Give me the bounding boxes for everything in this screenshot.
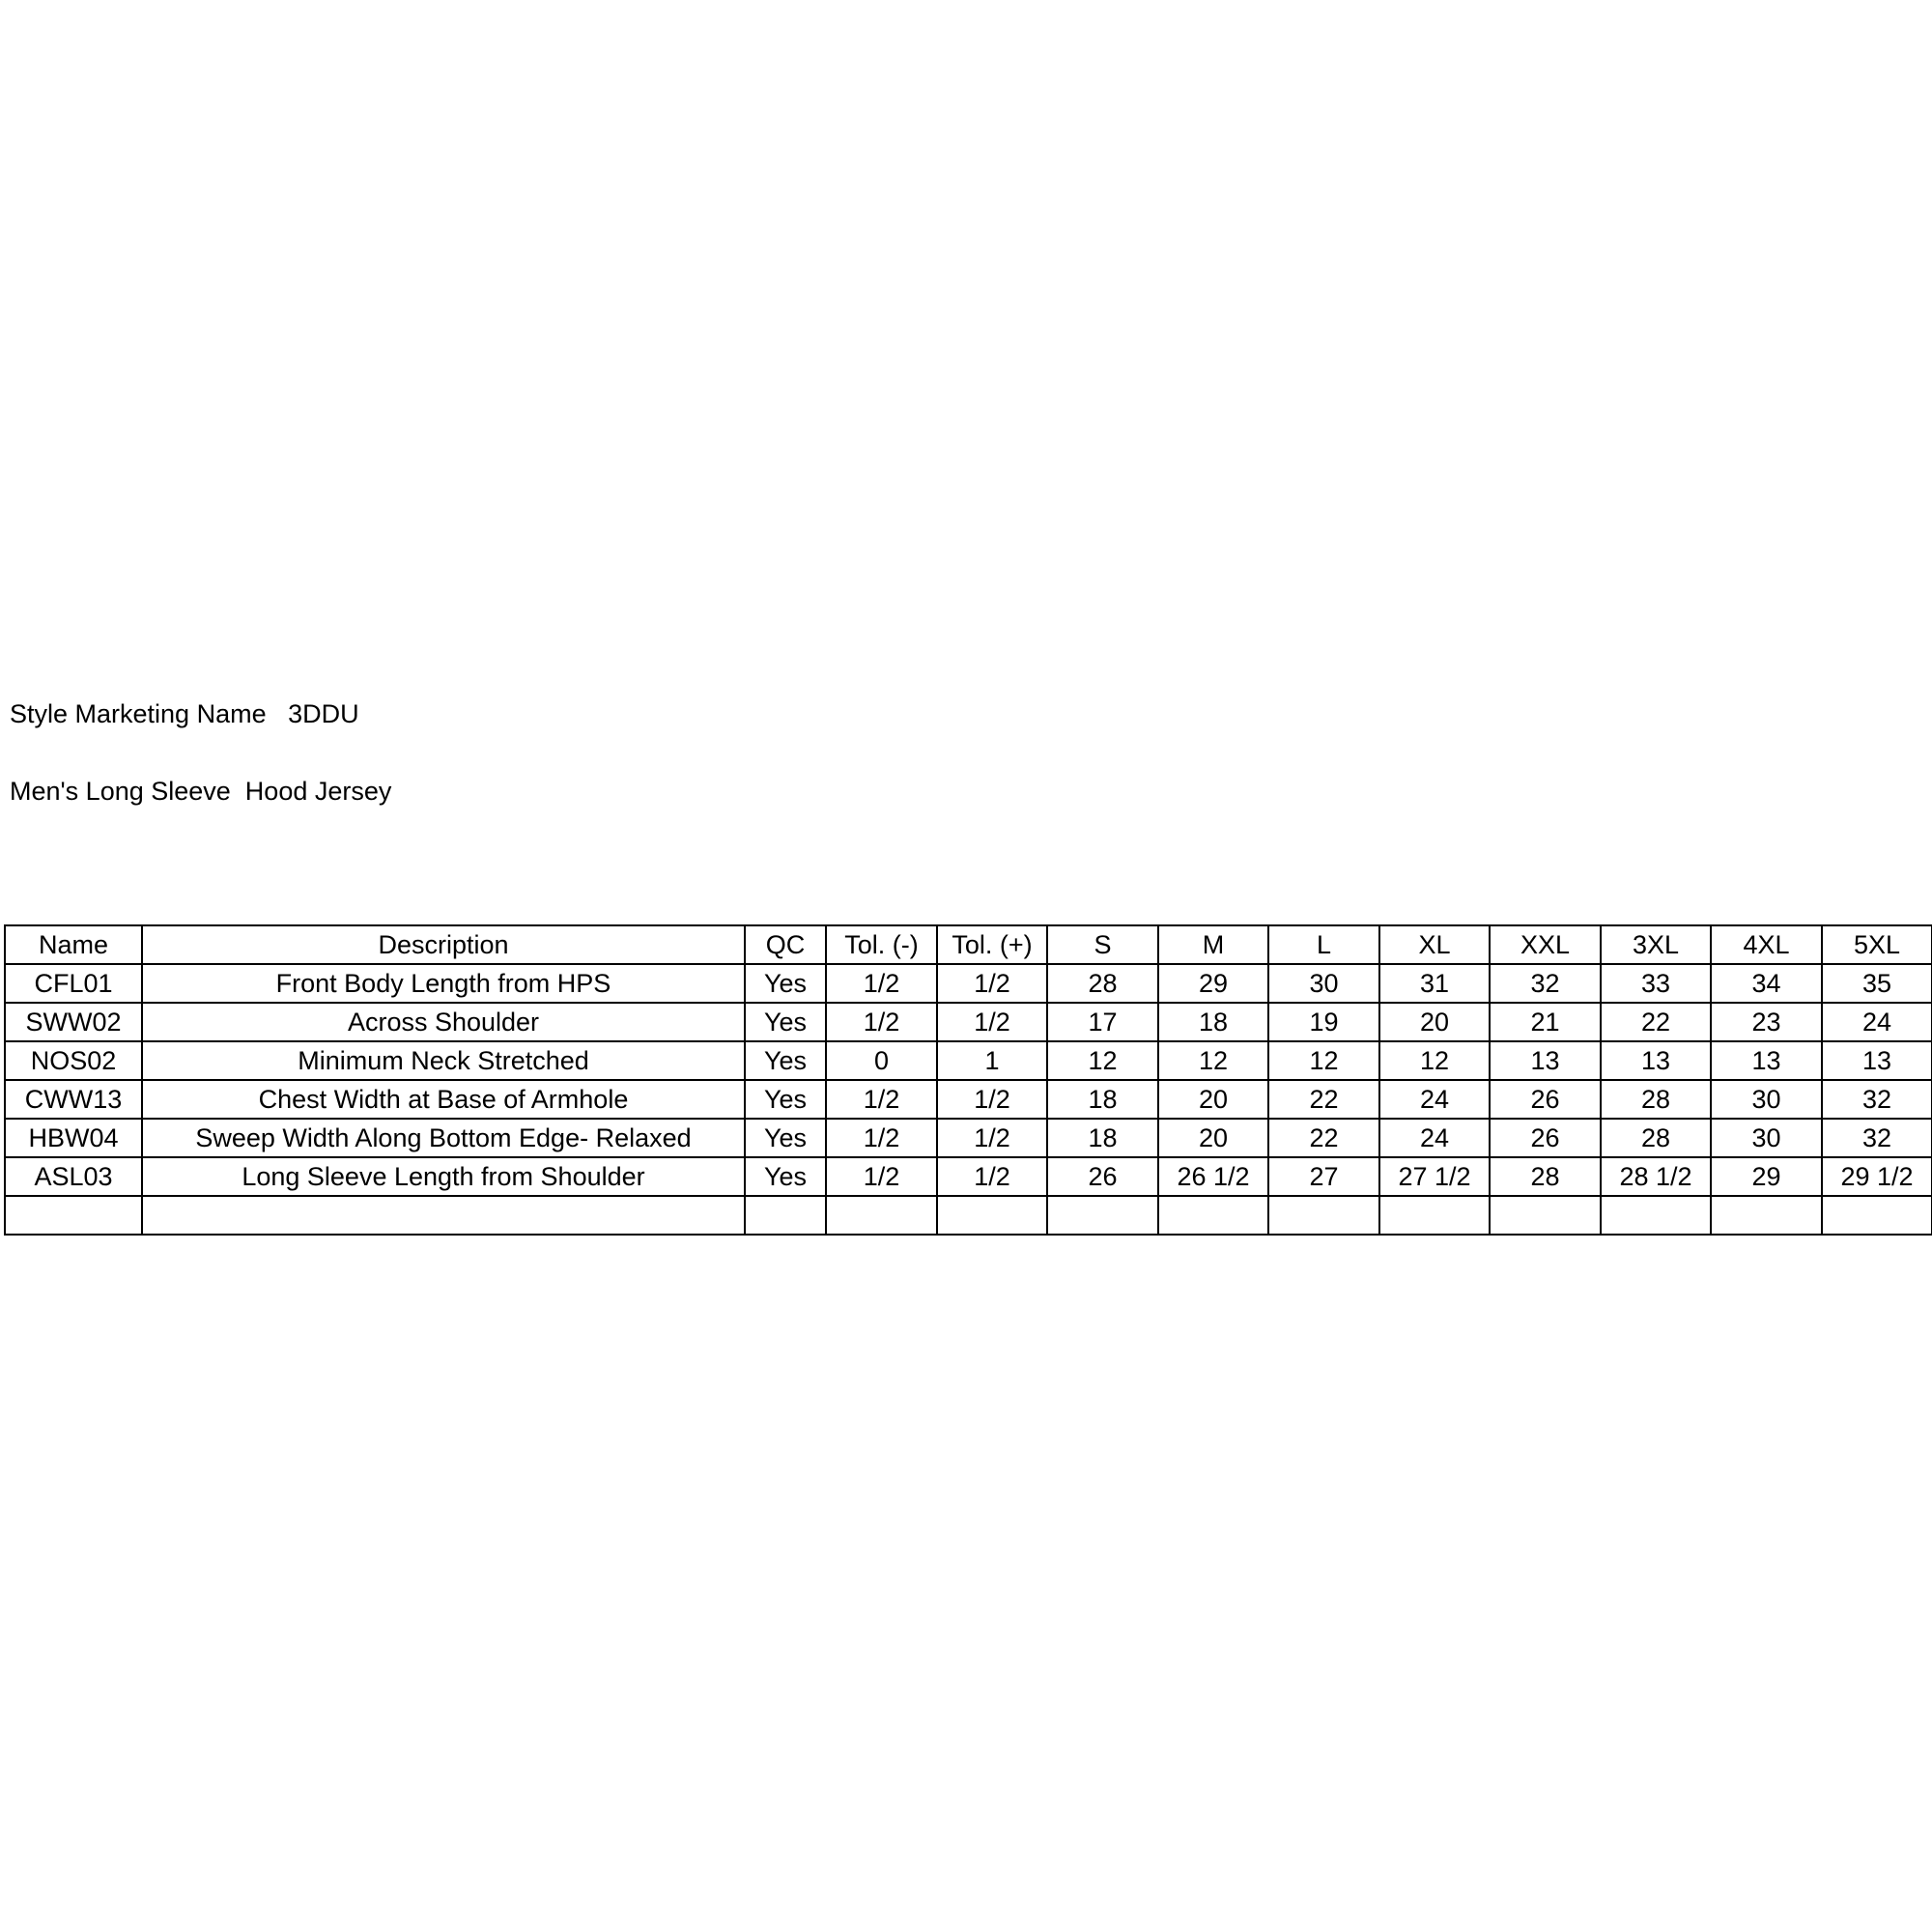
cell-name (5, 1196, 142, 1235)
style-code: 3DDU (288, 699, 359, 728)
cell-size-xxl (1490, 1196, 1601, 1235)
cell-size-4xl: 29 (1711, 1157, 1822, 1196)
cell-size-xxl: 21 (1490, 1003, 1601, 1041)
column-header-name: Name (5, 925, 142, 964)
cell-size-m: 29 (1158, 964, 1268, 1003)
cell-size-xl: 12 (1379, 1041, 1490, 1080)
style-marketing-name-line (10, 701, 359, 727)
cell-size-m: 20 (1158, 1080, 1268, 1119)
cell-name: CFL01 (5, 964, 142, 1003)
cell-qc: Yes (745, 1003, 826, 1041)
cell-size-xl: 31 (1379, 964, 1490, 1003)
cell-size-4xl (1711, 1196, 1822, 1235)
cell-size-m: 20 (1158, 1119, 1268, 1157)
cell-qc: Yes (745, 1080, 826, 1119)
cell-size-3xl: 22 (1601, 1003, 1711, 1041)
table-row (5, 1041, 1932, 1080)
table-row (5, 1003, 1932, 1041)
cell-size-5xl: 32 (1822, 1119, 1932, 1157)
cell-name: NOS02 (5, 1041, 142, 1080)
cell-size-xxl: 13 (1490, 1041, 1601, 1080)
cell-size-4xl: 13 (1711, 1041, 1822, 1080)
cell-tol-minus: 1/2 (826, 1080, 937, 1119)
cell-tol-minus: 1/2 (826, 964, 937, 1003)
cell-size-m (1158, 1196, 1268, 1235)
table-row (5, 1196, 1932, 1235)
cell-size-4xl: 30 (1711, 1119, 1822, 1157)
cell-name: CWW13 (5, 1080, 142, 1119)
cell-size-m: 12 (1158, 1041, 1268, 1080)
cell-size-s: 12 (1047, 1041, 1158, 1080)
cell-description: Front Body Length from HPS (142, 964, 745, 1003)
table-row (5, 1080, 1932, 1119)
cell-size-3xl: 28 (1601, 1119, 1711, 1157)
cell-tol-minus: 1/2 (826, 1157, 937, 1196)
column-header-size-xxl: XXL (1490, 925, 1601, 964)
cell-size-4xl: 34 (1711, 964, 1822, 1003)
cell-description: Across Shoulder (142, 1003, 745, 1041)
cell-size-s: 28 (1047, 964, 1158, 1003)
cell-size-m: 26 1/2 (1158, 1157, 1268, 1196)
cell-qc: Yes (745, 1157, 826, 1196)
cell-tol-minus: 0 (826, 1041, 937, 1080)
cell-description: Chest Width at Base of Armhole (142, 1080, 745, 1119)
cell-tol-minus: 1/2 (826, 1003, 937, 1041)
measurement-spec-table (4, 924, 1932, 1236)
column-header-tol-minus: Tol. (-) (826, 925, 937, 964)
column-header-size-xl: XL (1379, 925, 1490, 964)
cell-size-5xl: 29 1/2 (1822, 1157, 1932, 1196)
column-header-size-s: S (1047, 925, 1158, 964)
cell-size-xxl: 26 (1490, 1080, 1601, 1119)
cell-tol-minus (826, 1196, 937, 1235)
cell-size-s: 18 (1047, 1080, 1158, 1119)
cell-size-xl: 24 (1379, 1119, 1490, 1157)
cell-qc: Yes (745, 1041, 826, 1080)
style-label: Style Marketing Name (10, 699, 267, 728)
cell-size-l (1268, 1196, 1379, 1235)
cell-size-5xl (1822, 1196, 1932, 1235)
cell-size-3xl: 28 1/2 (1601, 1157, 1711, 1196)
cell-qc (745, 1196, 826, 1235)
cell-size-xl: 20 (1379, 1003, 1490, 1041)
cell-size-xl: 24 (1379, 1080, 1490, 1119)
cell-size-s: 18 (1047, 1119, 1158, 1157)
product-name: Men's Long Sleeve Hood Jersey (10, 777, 392, 806)
cell-size-xl (1379, 1196, 1490, 1235)
cell-tol-minus: 1/2 (826, 1119, 937, 1157)
cell-description: Long Sleeve Length from Shoulder (142, 1157, 745, 1196)
cell-size-l: 30 (1268, 964, 1379, 1003)
cell-size-s: 26 (1047, 1157, 1158, 1196)
cell-size-5xl: 13 (1822, 1041, 1932, 1080)
cell-size-4xl: 23 (1711, 1003, 1822, 1041)
cell-size-5xl: 35 (1822, 964, 1932, 1003)
cell-size-5xl: 24 (1822, 1003, 1932, 1041)
column-header-description: Description (142, 925, 745, 964)
cell-qc: Yes (745, 964, 826, 1003)
spec-table-body (5, 925, 1932, 1235)
column-header-qc: QC (745, 925, 826, 964)
column-header-tol-plus: Tol. (+) (937, 925, 1047, 964)
cell-size-3xl: 13 (1601, 1041, 1711, 1080)
cell-tol-plus (937, 1196, 1047, 1235)
cell-qc: Yes (745, 1119, 826, 1157)
cell-size-xxl: 26 (1490, 1119, 1601, 1157)
cell-size-xxl: 32 (1490, 964, 1601, 1003)
table-row (5, 964, 1932, 1003)
cell-name: ASL03 (5, 1157, 142, 1196)
cell-size-4xl: 30 (1711, 1080, 1822, 1119)
cell-size-3xl (1601, 1196, 1711, 1235)
column-header-size-m: M (1158, 925, 1268, 964)
cell-size-5xl: 32 (1822, 1080, 1932, 1119)
table-row (5, 1119, 1932, 1157)
cell-size-l: 22 (1268, 1119, 1379, 1157)
table-row (5, 1157, 1932, 1196)
cell-size-l: 22 (1268, 1080, 1379, 1119)
cell-size-l: 12 (1268, 1041, 1379, 1080)
cell-description: Minimum Neck Stretched (142, 1041, 745, 1080)
cell-tol-plus: 1/2 (937, 1119, 1047, 1157)
column-header-size-4xl: 4XL (1711, 925, 1822, 964)
cell-name: HBW04 (5, 1119, 142, 1157)
column-header-size-3xl: 3XL (1601, 925, 1711, 964)
cell-name: SWW02 (5, 1003, 142, 1041)
cell-size-xl: 27 1/2 (1379, 1157, 1490, 1196)
column-header-size-5xl: 5XL (1822, 925, 1932, 964)
table-header-row (5, 925, 1932, 964)
cell-size-m: 18 (1158, 1003, 1268, 1041)
cell-tol-plus: 1/2 (937, 1080, 1047, 1119)
cell-size-xxl: 28 (1490, 1157, 1601, 1196)
cell-size-s: 17 (1047, 1003, 1158, 1041)
cell-tol-plus: 1/2 (937, 964, 1047, 1003)
cell-tol-plus: 1/2 (937, 1157, 1047, 1196)
cell-description: Sweep Width Along Bottom Edge- Relaxed (142, 1119, 745, 1157)
cell-size-s (1047, 1196, 1158, 1235)
cell-tol-plus: 1/2 (937, 1003, 1047, 1041)
cell-size-3xl: 33 (1601, 964, 1711, 1003)
cell-tol-plus: 1 (937, 1041, 1047, 1080)
column-header-size-l: L (1268, 925, 1379, 964)
cell-size-l: 27 (1268, 1157, 1379, 1196)
cell-description (142, 1196, 745, 1235)
cell-size-l: 19 (1268, 1003, 1379, 1041)
cell-size-3xl: 28 (1601, 1080, 1711, 1119)
